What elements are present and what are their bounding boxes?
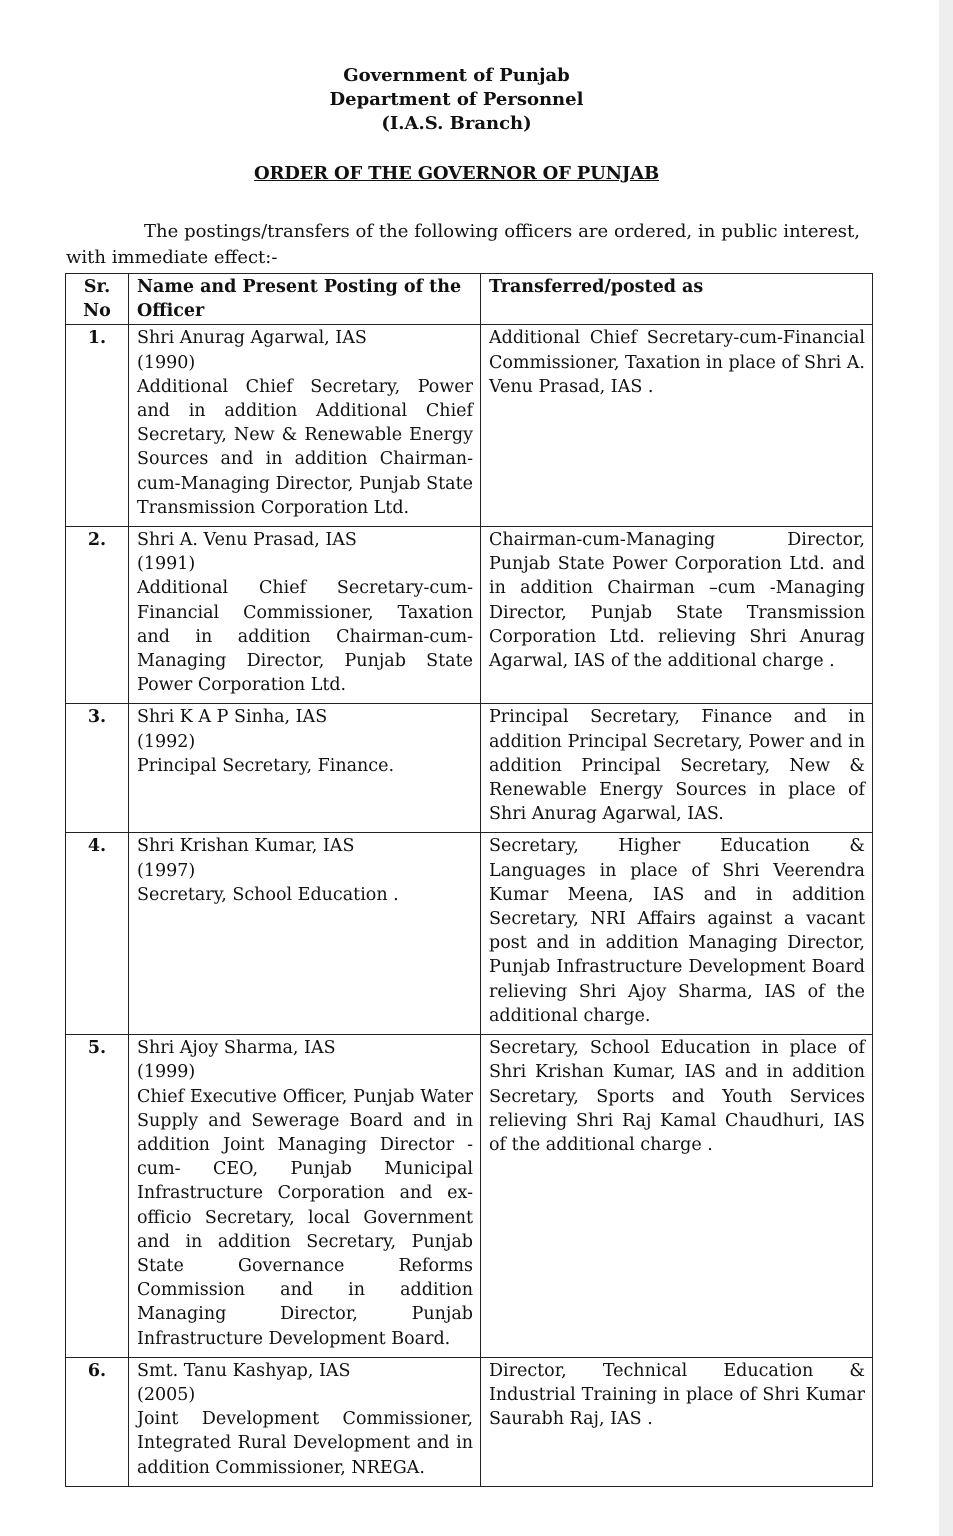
row-sr-no: 3. bbox=[66, 704, 129, 833]
page-edge-strip bbox=[939, 0, 953, 1536]
officer-name: Shri A. Venu Prasad, IAS bbox=[137, 530, 357, 551]
column-header-sr-no: Sr. No bbox=[66, 274, 129, 325]
header-department: Department of Personnel bbox=[329, 89, 584, 110]
row-transferred-as: Principal Secretary, Finance and in addition Principal Secretary, Power and in addition Principal Secretary, New & Renewable Energy Sources in place of Shri Anurag Agarwal, IAS. bbox=[481, 704, 873, 833]
officer-name: Smt. Tanu Kashyap, IAS bbox=[137, 1360, 351, 1381]
officer-batch: (1997) bbox=[137, 860, 196, 881]
row-transferred-as: Additional Chief Secretary-cum-Financial Commissioner, Taxation in place of Shri A. Venu Prasad, IAS . bbox=[481, 325, 873, 527]
row-transferred-as: Secretary, Higher Education & Languages in place of Shri Veerendra Kumar Meena, IAS and in addition Secretary, NRI Affairs against a vacant post and in addition Managing Director, Punjab Infrastructure Development Board relieving Shri Ajoy Sharma, IAS of the additional charge. bbox=[481, 833, 873, 1035]
row-officer-cell bbox=[129, 833, 481, 1035]
officer-batch: (2005) bbox=[137, 1384, 196, 1405]
officer-batch: (1990) bbox=[137, 352, 196, 373]
row-transferred-as: Director, Technical Education & Industrial Training in place of Shri Kumar Saurabh Raj, IAS . bbox=[481, 1357, 873, 1486]
row-officer-cell bbox=[129, 1357, 481, 1486]
header-branch: (I.A.S. Branch) bbox=[381, 113, 532, 134]
row-sr-no: 6. bbox=[66, 1357, 129, 1486]
officer-batch: (1992) bbox=[137, 731, 196, 752]
officer-name: Shri K A P Sinha, IAS bbox=[137, 707, 328, 728]
table-row bbox=[66, 1035, 873, 1358]
column-header-transferred-as: Transferred/posted as bbox=[481, 274, 873, 325]
row-transferred-as: Chairman-cum-Managing Director, Punjab State Power Corporation Ltd. and in addition Chairman –cum -Managing Director, Punjab State Transmission Corporation Ltd. relieving Shri Anurag Agarwal, IAS of the additional charge . bbox=[481, 527, 873, 704]
officer-name: Shri Anurag Agarwal, IAS bbox=[137, 328, 367, 349]
present-posting: Secretary, School Education . bbox=[137, 884, 399, 905]
row-sr-no: 5. bbox=[66, 1035, 129, 1358]
transfer-orders-table bbox=[65, 273, 873, 1487]
column-header-name-posting: Name and Present Posting of the Officer bbox=[129, 274, 481, 325]
present-posting: Principal Secretary, Finance. bbox=[137, 755, 395, 776]
present-posting: Additional Chief Secretary-cum-Financial Commissioner, Taxation and in addition Chairman-cum-Managing Director, Punjab State Power Corporation Ltd. bbox=[137, 578, 473, 696]
row-sr-no: 2. bbox=[66, 527, 129, 704]
present-posting: Joint Development Commissioner, Integrated Rural Development and in addition Commissioner, NREGA. bbox=[137, 1409, 473, 1478]
row-officer-cell bbox=[129, 704, 481, 833]
row-officer-cell bbox=[129, 1035, 481, 1358]
table-row bbox=[66, 527, 873, 704]
row-officer-cell bbox=[129, 527, 481, 704]
table-row bbox=[66, 704, 873, 833]
row-transferred-as: Secretary, School Education in place of Shri Krishan Kumar, IAS and in addition Secretary, Sports and Youth Services relieving Shri Raj Kamal Chaudhuri, IAS of the additional charge . bbox=[481, 1035, 873, 1358]
row-sr-no: 1. bbox=[66, 325, 129, 527]
officer-name: Shri Krishan Kumar, IAS bbox=[137, 836, 355, 857]
present-posting: Chief Executive Officer, Punjab Water Supply and Sewerage Board and in addition Joint Managing Director - cum- CEO, Punjab Municipal Infrastructure Corporation and ex-officio Secretary, local Government and in addition Secretary, Punjab State Governance Reforms Commission and in addition Managing Director, Punjab Infrastructure Development Board. bbox=[137, 1086, 473, 1349]
header-government: Government of Punjab bbox=[343, 65, 570, 86]
row-officer-cell bbox=[129, 325, 481, 527]
officer-batch: (1999) bbox=[137, 1062, 196, 1083]
table-row bbox=[66, 833, 873, 1035]
officer-name: Shri Ajoy Sharma, IAS bbox=[137, 1038, 336, 1059]
intro-paragraph: The postings/transfers of the following officers are ordered, in public interest, with immediate effect:- bbox=[66, 221, 860, 268]
table-row bbox=[66, 325, 873, 527]
officer-batch: (1991) bbox=[137, 554, 196, 575]
table-header-row bbox=[66, 274, 873, 325]
present-posting: Additional Chief Secretary, Power and in addition Additional Chief Secretary, New & Renewable Energy Sources and in addition Chairman-cum-Managing Director, Punjab State Transmission Corporation Ltd. bbox=[137, 376, 473, 518]
document-header bbox=[0, 64, 913, 136]
order-title: ORDER OF THE GOVERNOR OF PUNJAB bbox=[254, 163, 659, 184]
table-row bbox=[66, 1357, 873, 1486]
row-sr-no: 4. bbox=[66, 833, 129, 1035]
